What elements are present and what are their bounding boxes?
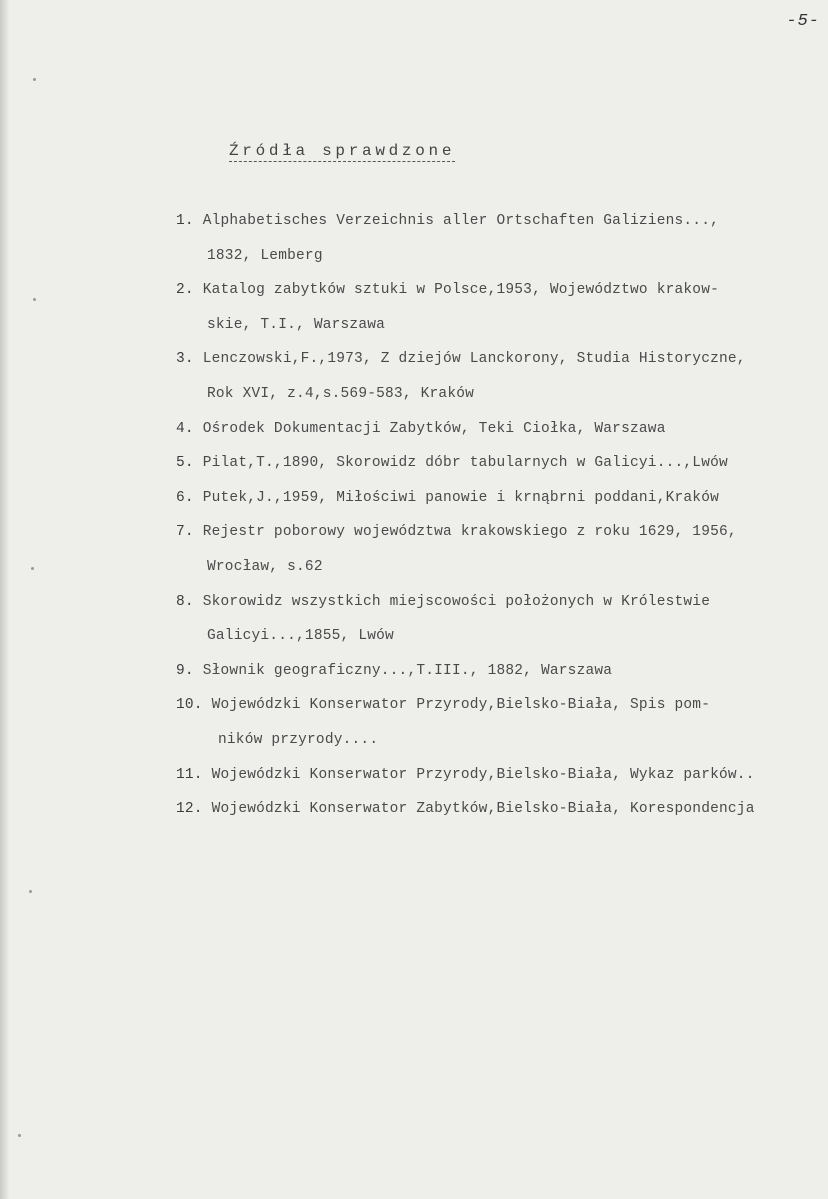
source-text: Rejestr poborowy województwa krakowskiego z roku 1629, 1956,	[202, 524, 737, 541]
source-entry	[176, 490, 719, 506]
source-number: 3.	[176, 351, 194, 368]
paper-speck	[18, 1134, 21, 1137]
paper-speck	[33, 78, 36, 81]
source-text: Alphabetisches Verzeichnis aller Ortschaften Galiziens...,	[202, 213, 720, 229]
source-text: Skorowidz wszystkich miejscowości położonych w Królestwie	[202, 593, 711, 610]
source-entry-continuation: Galicyi...,1855, Lwów	[207, 628, 394, 645]
source-entry	[176, 213, 719, 229]
source-entry	[176, 767, 755, 783]
source-entry	[176, 697, 710, 713]
source-entry-continuation: skie, T.I., Warszawa	[207, 316, 386, 333]
source-entry	[176, 594, 710, 610]
source-number: 12.	[176, 801, 203, 818]
page-edge-shadow	[0, 0, 9, 1199]
source-number: 5.	[176, 455, 194, 472]
source-text: Katalog zabytków sztuki w Polsce,1953, Województwo krakow-	[202, 282, 720, 299]
source-number: 8.	[176, 593, 194, 610]
source-entry-continuation: Wrocław, s.62	[207, 559, 323, 575]
source-number: 10.	[176, 697, 203, 714]
source-number: 2.	[176, 282, 194, 299]
source-number: 6.	[176, 489, 194, 506]
source-entry	[176, 282, 719, 298]
source-entry	[176, 801, 755, 817]
source-text: Pilat,T.,1890, Skorowidz dóbr tabularnych w Galicyi...,Lwów	[202, 455, 728, 472]
source-number: 11.	[176, 766, 203, 783]
source-entry-continuation: 1832, Lemberg	[207, 247, 323, 264]
paper-speck	[29, 890, 32, 893]
source-entry	[176, 455, 728, 471]
source-number: 7.	[176, 524, 194, 541]
paper-speck	[33, 298, 36, 301]
source-number: 1.	[176, 213, 194, 229]
source-entry-continuation: Rok XVI, z.4,s.569-583, Kraków	[207, 386, 475, 402]
source-entry	[176, 421, 666, 437]
source-text: Wojewódzki Konserwator Przyrody,Bielsko-Biała, Wykaz parków..	[211, 766, 755, 783]
paper-speck	[31, 567, 34, 570]
source-entry	[176, 663, 612, 679]
source-text: Wojewódzki Konserwator Przyrody,Bielsko-Biała, Spis pom-	[211, 697, 711, 714]
page-title: Źródła sprawdzone	[229, 142, 456, 160]
source-text: Słownik geograficzny...,T.III., 1882, Warszawa	[202, 662, 613, 679]
source-number: 9.	[176, 662, 194, 679]
source-text: Ośrodek Dokumentacji Zabytków, Teki Ciołka, Warszawa	[202, 420, 666, 437]
source-entry-continuation: ników przyrody....	[218, 732, 379, 748]
source-entry	[176, 351, 746, 367]
source-number: 4.	[176, 420, 194, 437]
source-text: Lenczowski,F.,1973, Z dziejów Lanckorony, Studia Historyczne,	[202, 351, 746, 368]
source-text: Putek,J.,1959, Miłościwi panowie i krnąbrni poddani,Kraków	[202, 489, 720, 506]
source-text: Wojewódzki Konserwator Zabytków,Bielsko-Biała, Korespondencja	[211, 801, 755, 818]
source-entry	[176, 524, 737, 540]
page-number: -5-	[786, 12, 820, 31]
